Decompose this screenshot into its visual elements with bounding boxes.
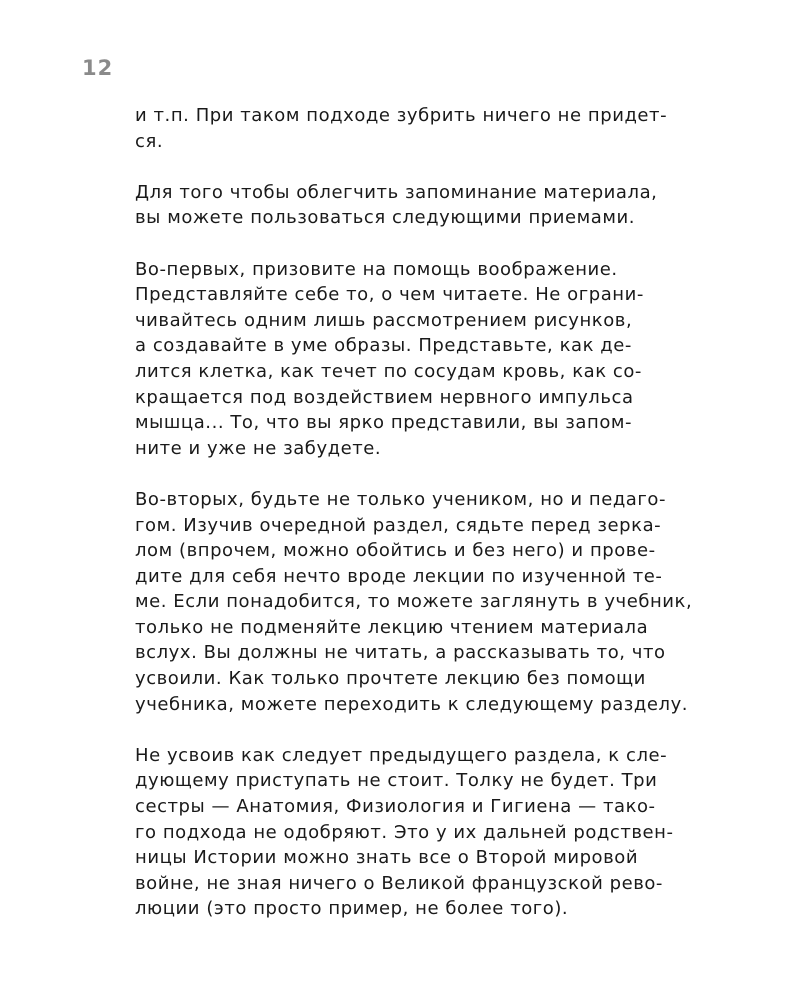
text-line: го подхода не одобряют. Это у их дальней родствен-	[135, 821, 674, 843]
text-line: и т.п. При таком подходе зубрить ничего не придет-	[135, 105, 668, 126]
text-line: вы можете пользоваться следующими приемами.	[135, 207, 635, 229]
paragraph-4	[135, 487, 735, 717]
text-line: Не усвоив как следует предыдущего раздела, к сле-	[135, 744, 668, 766]
text-line: войне, не зная ничего о Великой французской рево-	[135, 872, 663, 894]
text-line: сестры — Анатомия, Физиология и Гигиена — тако-	[135, 796, 656, 818]
text-line: вслух. Вы должны не читать, а рассказывать то, что	[135, 642, 666, 664]
text-line: учебника, можете переходить к следующему разделу.	[135, 693, 689, 715]
text-line: только не подменяйте лекцию чтением материала	[135, 616, 649, 638]
text-line: а создавайте в уме образы. Представьте, как де-	[135, 335, 632, 357]
text-line: дующему приступать не стоит. Толку не будет. Три	[135, 770, 658, 792]
text-line: ницы Истории можно знать все о Второй мировой	[135, 847, 639, 869]
text-line: кращается под воздействием нервного импульса	[135, 386, 634, 408]
text-line: чивайтесь одним лишь рассмотрением рисунков,	[135, 309, 633, 331]
text-line: ните и уже не забудете.	[135, 437, 382, 459]
text-line: Во-вторых, будьте не только учеником, но и педаго-	[135, 488, 667, 510]
text-line: ся.	[135, 130, 164, 152]
text-line: лом (впрочем, можно обойтись и без него) и прове-	[135, 540, 656, 562]
text-line: Для того чтобы облегчить запоминание материала,	[135, 181, 658, 203]
paragraph-5	[135, 743, 735, 922]
text-line: люции (это просто пример, не более того).	[135, 898, 569, 920]
paragraph-2	[135, 180, 735, 231]
text-line: лится клетка, как течет по сосудам кровь, как со-	[135, 360, 642, 382]
text-line: дите для себя нечто вроде лекции по изученной те-	[135, 565, 663, 587]
paragraph-3	[135, 257, 735, 462]
page-number: 12	[82, 56, 114, 80]
text-line: ме. Если понадобится, то можете заглянуть в учебник,	[135, 591, 693, 613]
text-line: усвоили. Как только прочтете лекцию без помощи	[135, 668, 646, 690]
text-line: Во-первых, призовите на помощь воображение.	[135, 258, 618, 280]
body-text	[135, 103, 735, 948]
text-line: мышца... То, что вы ярко представили, вы запом-	[135, 412, 633, 434]
paragraph-1	[135, 103, 735, 154]
text-line: Представляйте себе то, о чем читаете. Не ограни-	[135, 284, 644, 306]
text-line: гом. Изучив очередной раздел, сядьте перед зерка-	[135, 514, 662, 536]
